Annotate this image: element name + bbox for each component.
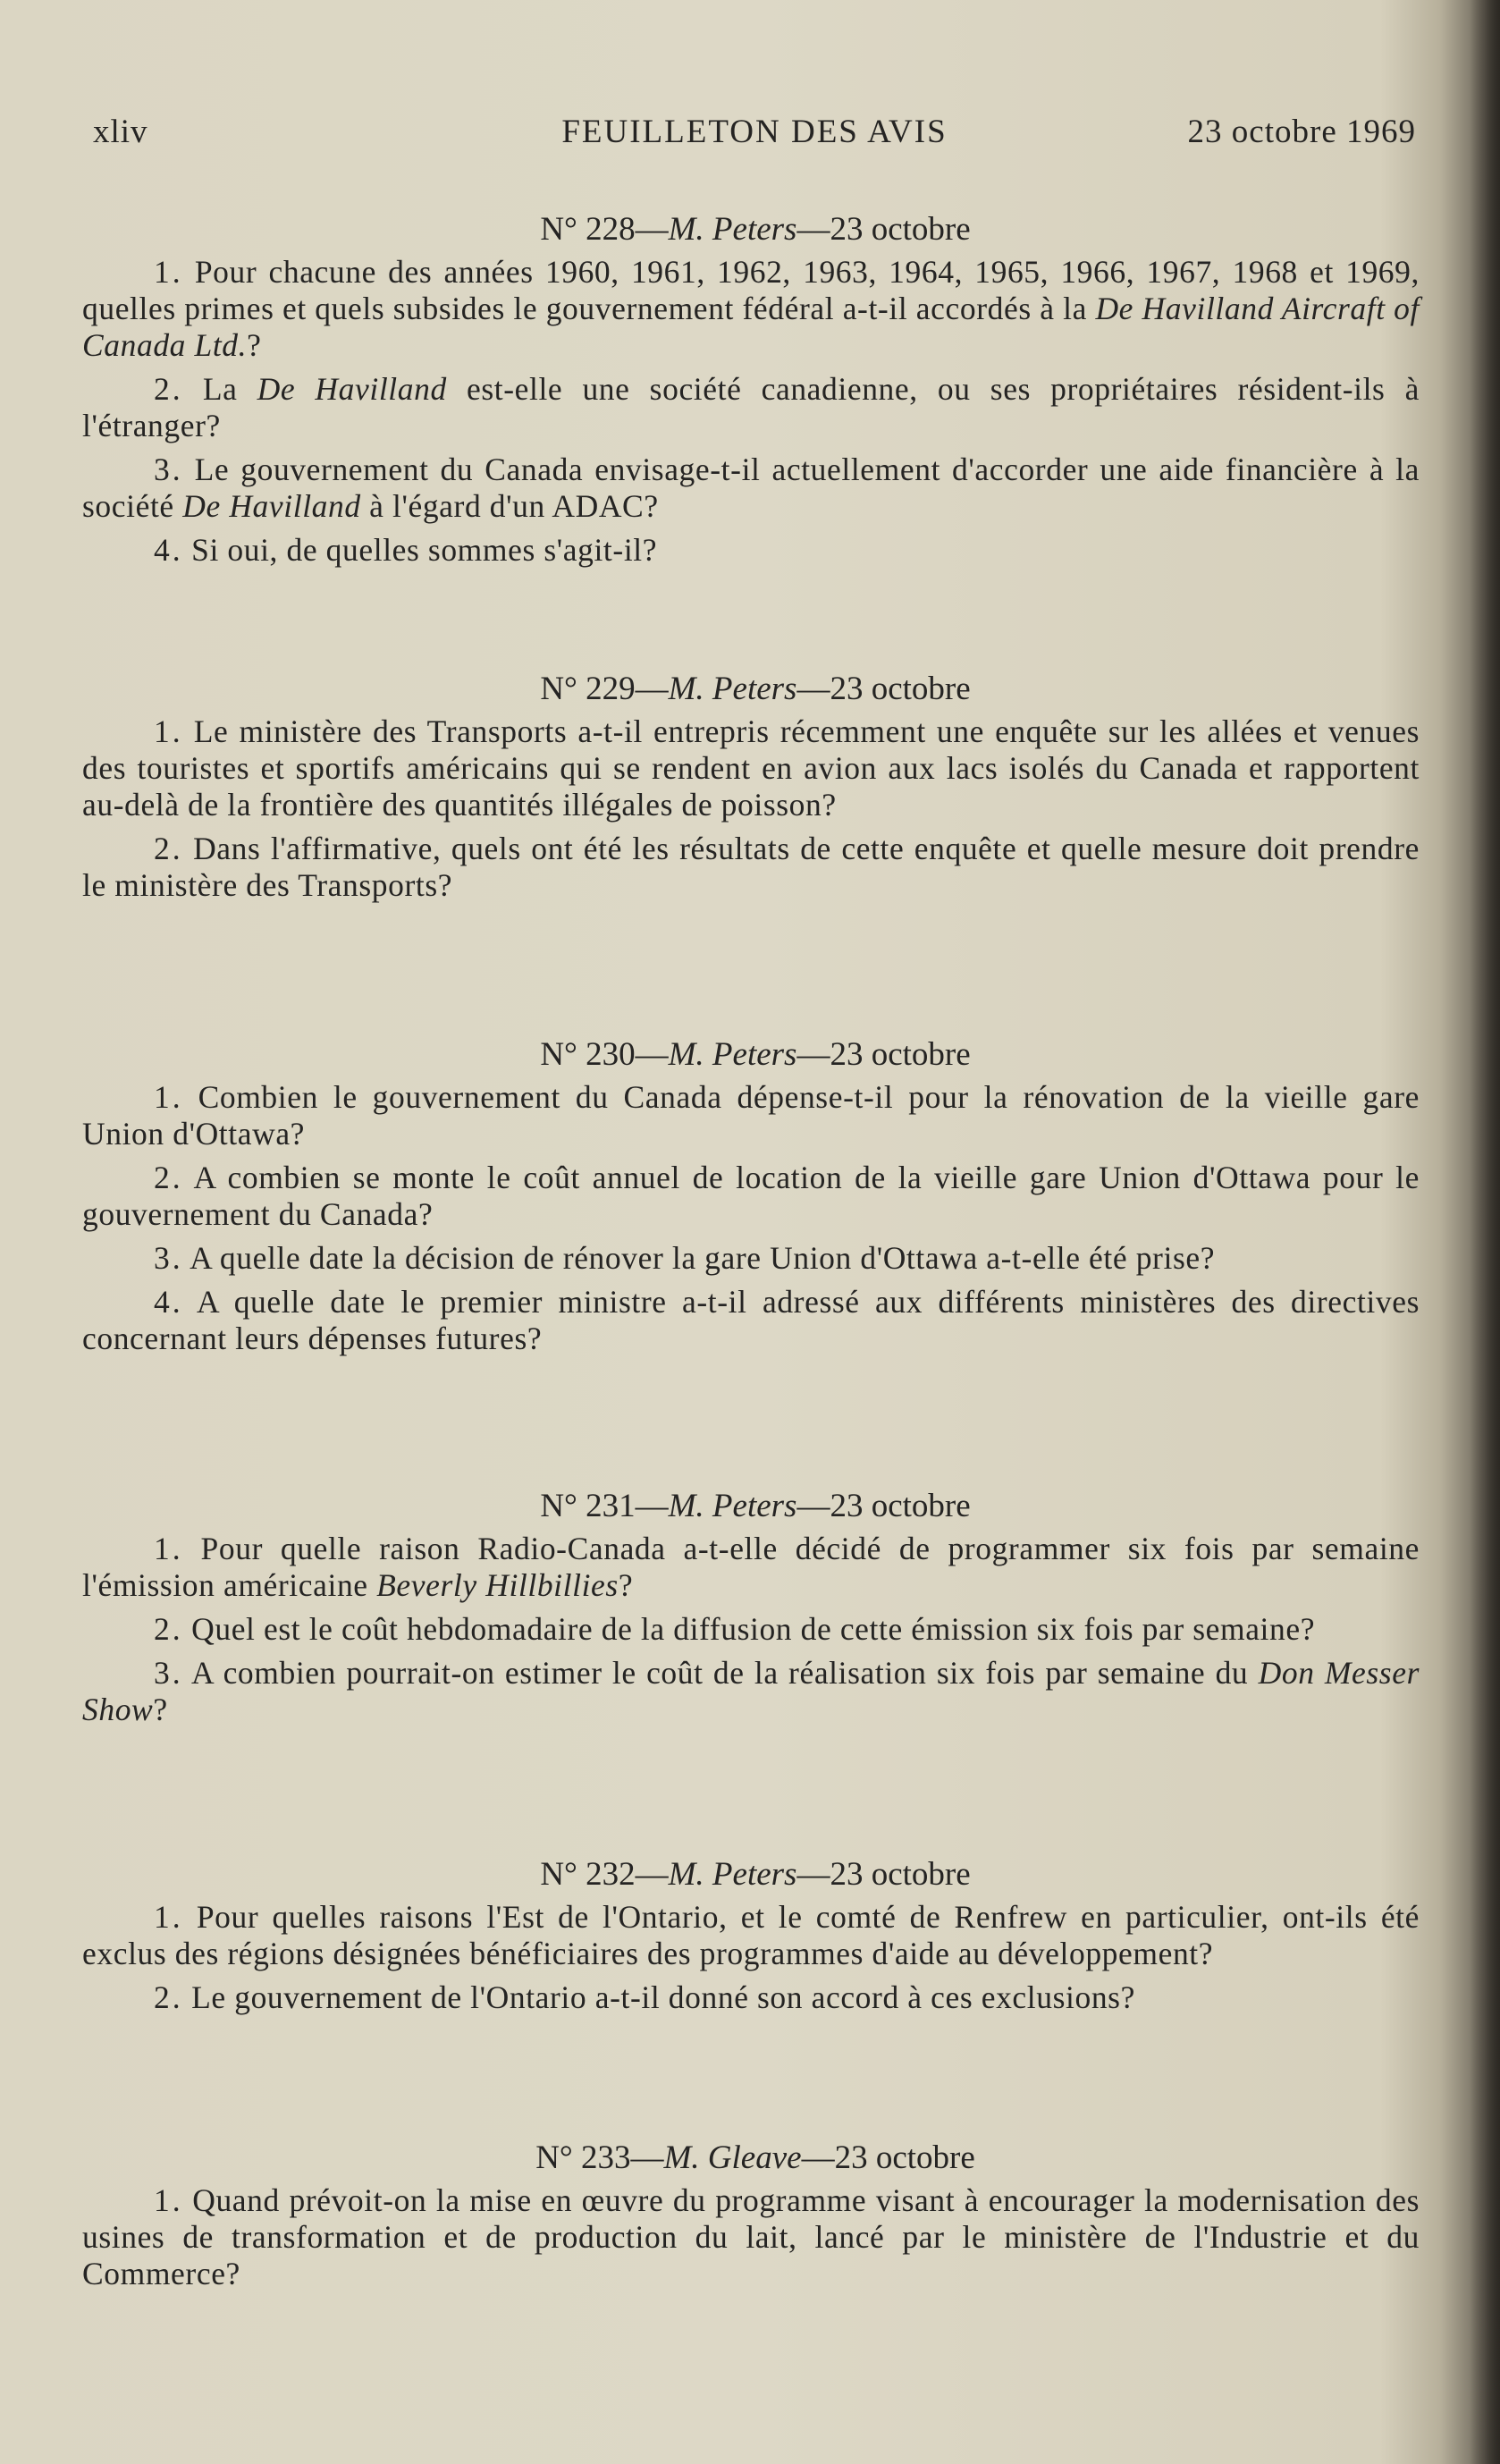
question-text: A combien pourrait-on estimer le coût de la réalisation six fois par semaine du [190, 1655, 1259, 1691]
entry-title: N° 228—M. Peters—23 octobre [540, 211, 971, 248]
entry-date: 23 octobre [830, 671, 971, 707]
question-text: La [202, 371, 257, 407]
question-number: 2. [154, 831, 183, 866]
entry-member: M. Peters [668, 211, 797, 248]
question-text: A combien se monte le coût annuel de location de la vieille gare Union d'Ottawa pour le gouvernement du Canada? [82, 1160, 1420, 1232]
question-emphasis: De Havilland Aircraft of Canada Ltd. [82, 291, 1420, 363]
question [82, 451, 1420, 525]
question-text-end: à l'égard d'un ADAC? [360, 488, 659, 524]
entry-number: N° 232 [540, 1856, 636, 1893]
entry-number: N° 228 [540, 211, 636, 248]
question-number: 4. [154, 532, 183, 568]
question-number: 1. [154, 1899, 183, 1935]
question-number: 1. [154, 713, 183, 749]
question-number: 1. [154, 2182, 183, 2218]
question-text-end: ? [618, 1567, 634, 1603]
page-header [93, 113, 1416, 154]
question-emphasis: De Havilland [257, 371, 447, 407]
entry-member: M. Peters [668, 1856, 797, 1893]
question-text: Pour quelle raison Radio-Canada a-t-elle décidé de programmer six fois par semaine l'émission américaine [82, 1531, 1420, 1603]
entry-title: N° 230—M. Peters—23 octobre [540, 1036, 971, 1073]
notice-entry [82, 1854, 1420, 2023]
entry-member: M. Gleave [663, 2139, 802, 2176]
notice-entry [82, 209, 1420, 576]
entry-member: M. Peters [668, 1488, 797, 1524]
entry-title: N° 229—M. Peters—23 octobre [540, 671, 971, 707]
question [82, 1240, 1420, 1277]
question-text: Quand prévoit-on la mise en œuvre du programme visant à encourager la modernisation des usines de transformation et de production du lait, lancé par le ministère de l'Industrie et du Commerce? [82, 2182, 1420, 2291]
question-text-end: ? [153, 1692, 168, 1727]
question-text: Pour chacune des années 1960, 1961, 1962, 1963, 1964, 1965, 1966, 1967, 1968 et 1969, quelles primes et quels subsides le gouvernement fédéral a-t-il accordés à la [82, 254, 1420, 326]
entry-member: M. Peters [668, 671, 797, 707]
question-number: 3. [154, 1655, 183, 1691]
question-emphasis: De Havilland [182, 488, 361, 524]
entry-title: N° 232—M. Peters—23 octobre [540, 1856, 971, 1893]
question-number: 2. [154, 1611, 183, 1647]
question [82, 1284, 1420, 1357]
notice-entry [82, 1486, 1420, 1735]
question [82, 2182, 1420, 2292]
entry-member: M. Peters [668, 1036, 797, 1073]
question-text: Dans l'affirmative, quels ont été les résultats de cette enquête et quelle mesure doit prendre le ministère des Transports? [82, 831, 1420, 903]
question-text: A quelle date la décision de rénover la gare Union d'Ottawa a-t-elle été prise? [190, 1240, 1216, 1276]
entry-date: 23 octobre [830, 1856, 971, 1893]
entry-number: N° 229 [540, 671, 636, 707]
question-text: Si oui, de quelles sommes s'agit-il? [191, 532, 658, 568]
running-title: FEUILLETON DES AVIS [561, 114, 948, 150]
question [82, 1979, 1420, 2016]
question [82, 713, 1420, 823]
question-number: 3. [154, 451, 183, 487]
question [82, 1655, 1420, 1728]
question-emphasis: Beverly Hillbillies [376, 1567, 619, 1603]
question-text: Pour quelles raisons l'Est de l'Ontario, et le comté de Renfrew en particulier, ont-ils été exclus des régions désignées bénéficiaires des programmes d'aide au développement? [82, 1899, 1420, 1971]
question [82, 532, 1420, 569]
question-text: Combien le gouvernement du Canada dépense-t-il pour la rénovation de la vieille gare Union d'Ottawa? [82, 1079, 1420, 1152]
question [82, 831, 1420, 904]
entry-title: N° 233—M. Gleave—23 octobre [535, 2139, 975, 2176]
question [82, 1531, 1420, 1604]
question [82, 1079, 1420, 1152]
question [82, 254, 1420, 364]
question-text: Le gouvernement de l'Ontario a-t-il donné son accord à ces exclusions? [191, 1979, 1135, 2015]
question-text: Le gouvernement du Canada envisage-t-il actuellement d'accorder une aide financière à la société [82, 451, 1420, 524]
question-number: 2. [154, 1979, 183, 2015]
page-number: xliv [93, 114, 148, 150]
question-text-end: est-elle une société canadienne, ou ses propriétaires résident-ils à l'étranger? [82, 371, 1420, 443]
question-text: A quelle date le premier ministre a-t-il adressé aux différents ministères des directives concernant leurs dépenses futures? [82, 1284, 1420, 1356]
question [82, 1611, 1420, 1648]
entry-date: 23 octobre [830, 1488, 971, 1524]
entry-title: N° 231—M. Peters—23 octobre [540, 1488, 971, 1524]
entry-number: N° 230 [540, 1036, 636, 1073]
entry-date: 23 octobre [834, 2139, 975, 2176]
header-date: 23 octobre 1969 [1187, 114, 1416, 150]
entry-number: N° 233 [535, 2139, 631, 2176]
entry-date: 23 octobre [830, 1036, 971, 1073]
question-text-end: ? [247, 327, 262, 363]
question [82, 1160, 1420, 1233]
notice-entry [82, 2138, 1420, 2299]
notice-entry [82, 669, 1420, 911]
question [82, 1899, 1420, 1972]
entry-number: N° 231 [540, 1488, 636, 1524]
question-number: 3. [154, 1240, 183, 1276]
question-number: 1. [154, 254, 183, 290]
question-number: 4. [154, 1284, 183, 1320]
question-number: 2. [154, 371, 183, 407]
question-number: 2. [154, 1160, 183, 1195]
question [82, 371, 1420, 444]
question-emphasis: Don Messer Show [82, 1655, 1420, 1727]
question-text: Quel est le coût hebdomadaire de la diffusion de cette émission six fois par semaine? [191, 1611, 1316, 1647]
entry-date: 23 octobre [830, 211, 971, 248]
question-text: Le ministère des Transports a-t-il entrepris récemment une enquête sur les allées et venues des touristes et sportifs américains qui se rendent en avion aux lacs isolés du Canada et rapportent au-delà de la frontière des quantités illégales de poisson? [82, 713, 1420, 823]
question-number: 1. [154, 1079, 183, 1115]
question-number: 1. [154, 1531, 183, 1566]
notice-entry [82, 1034, 1420, 1364]
